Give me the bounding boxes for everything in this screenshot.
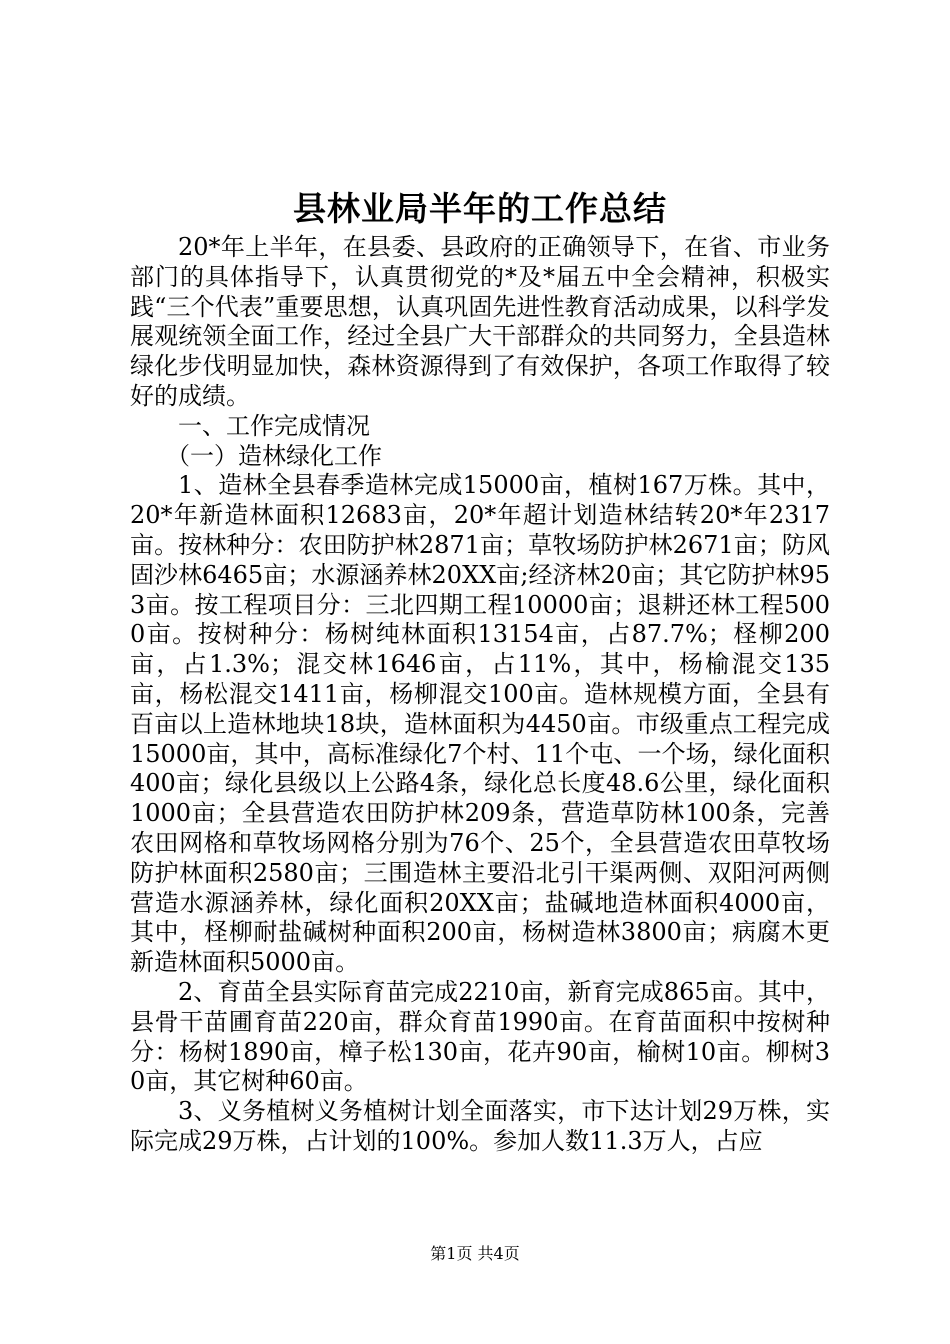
paragraph-seedlings: 2、育苗全县实际育苗完成2210亩，新育完成865亩。其中，县骨干苗圃育苗220亩，群众育苗1990亩。在育苗面积中按树种分：杨树1890亩，樟子松130亩，花卉90亩，榆树10亩。柳树30亩，其它树种60亩。 xyxy=(130,977,830,1096)
document-page xyxy=(130,185,830,1157)
paragraph-afforestation: 1、造林全县春季造林完成15000亩，植树167万株。其中，20*年新造林面积12683亩，20*年超计划造林结转20*年2317亩。按林种分：农田防护林2871亩；草牧场防护林2671亩；防风固沙林6465亩；水源涵养林20XX亩;经济林20亩；其它防护林953亩。按工程项目分：三北四期工程10000亩；退耕还林工程5000亩。按树种分：杨树纯林面积13154亩，占87.7%；柽柳200亩，占1.3%；混交林1646亩，占11%，其中，杨榆混交135亩，杨松混交1411亩，杨柳混交100亩。造林规模方面，全县有百亩以上造林地块18块，造林面积为4450亩。市级重点工程完成15000亩，其中，高标准绿化7个村、11个屯、一个场，绿化面积400亩；绿化县级以上公路4条，绿化总长度48.6公里，绿化面积1000亩；全县营造农田防护林209条，营造草防林100条，完善农田网格和草牧场网格分别为76个、25个，全县营造农田草牧场防护林面积2580亩；三围造林主要沿北引干渠两侧、双阳河两侧营造水源涵养林，绿化面积20XX亩；盐碱地造林面积4000亩，其中，柽柳耐盐碱树种面积200亩，杨树造林3800亩；病腐木更新造林面积5000亩。 xyxy=(130,471,830,977)
paragraph-voluntary-planting: 3、义务植树义务植树计划全面落实，市下达计划29万株，实际完成29万株，占计划的100%。参加人数11.3万人，占应 xyxy=(130,1097,830,1155)
section-heading-work-completion: 一、工作完成情况 xyxy=(178,411,370,440)
intro-paragraph: 20*年上半年，在县委、县政府的正确领导下，在省、市业务部门的具体指导下，认真贯彻党的*及*届五中全会精神，积极实践“三个代表”重要思想，认真巩固先进性教育活动成果，以科学发展观统领全面工作，经过全县广大干部群众的共同努力，全县造林绿化步伐明显加快，森林资源得到了有效保护，各项工作取得了较好的成绩。 xyxy=(130,233,830,410)
page-footer: 第1页 共4页 xyxy=(430,1244,520,1263)
subsection-heading-afforestation: （一）造林绿化工作 xyxy=(166,441,382,470)
document-title: 县林业局半年的工作总结 xyxy=(293,189,667,228)
